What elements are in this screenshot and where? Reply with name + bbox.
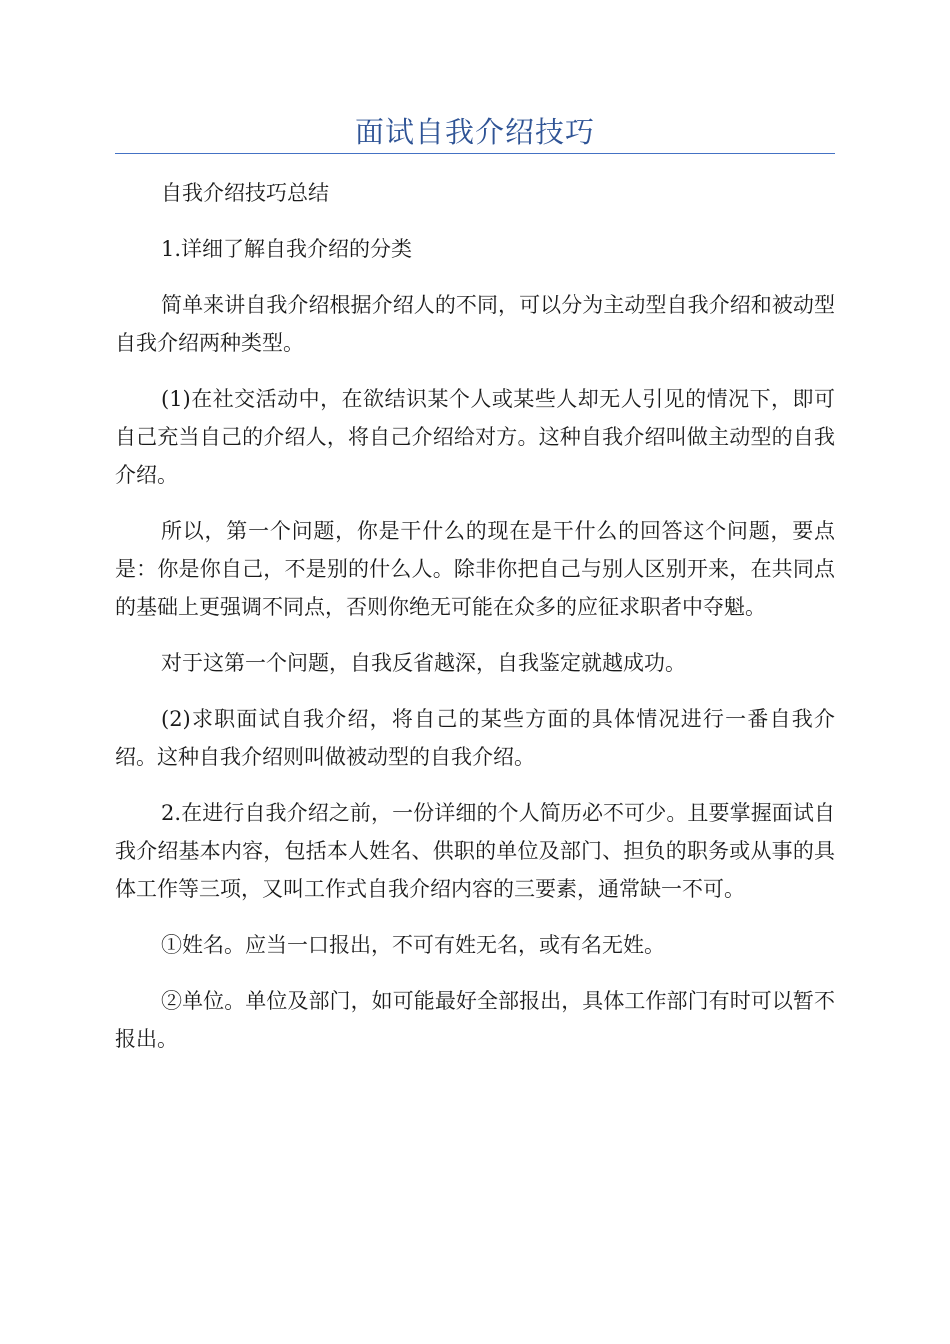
paragraph-active-intro: (1)在社交活动中，在欲结识某个人或某些人却无人引见的情况下，即可自己充当自己的介绍人，将自己介绍给对方。这种自我介绍叫做主动型的自我介绍。 xyxy=(115,387,835,487)
paragraph-types: 简单来讲自我介绍根据介绍人的不同，可以分为主动型自我介绍和被动型自我介绍两种类型。 xyxy=(115,293,835,355)
paragraph-summary-heading: 自我介绍技巧总结 xyxy=(161,181,329,205)
document-title: 面试自我介绍技巧 xyxy=(354,115,595,149)
paragraph-unit-item: ②单位。单位及部门，如可能最好全部报出，具体工作部门有时可以暂不报出。 xyxy=(115,989,835,1051)
paragraph-passive-intro: (2)求职面试自我介绍，将自己的某些方面的具体情况进行一番自我介绍。这种自我介绍则叫做被动型的自我介绍。 xyxy=(115,707,835,769)
paragraph-first-question: 所以，第一个问题，你是干什么的现在是干什么的回答这个问题，要点是：你是你自己，不是别的什么人。除非你把自己与别人区别开来，在共同点的基础上更强调不同点，否则你绝无可能在众多的应征求职者中夺魁。 xyxy=(115,519,835,619)
title-underline xyxy=(115,153,835,154)
paragraph-self-reflection: 对于这第一个问题，自我反省越深，自我鉴定就越成功。 xyxy=(161,651,686,675)
paragraph-section-1: 1.详细了解自我介绍的分类 xyxy=(161,237,413,261)
paragraph-section-2: 2.在进行自我介绍之前，一份详细的个人简历必不可少。且要掌握面试自我介绍基本内容，包括本人姓名、供职的单位及部门、担负的职务或从事的具体工作等三项，又叫工作式自我介绍内容的三要素，通常缺一不可。 xyxy=(115,801,835,901)
document-body xyxy=(115,174,835,1076)
paragraph-name-item: ①姓名。应当一口报出，不可有姓无名，或有名无姓。 xyxy=(161,933,665,957)
